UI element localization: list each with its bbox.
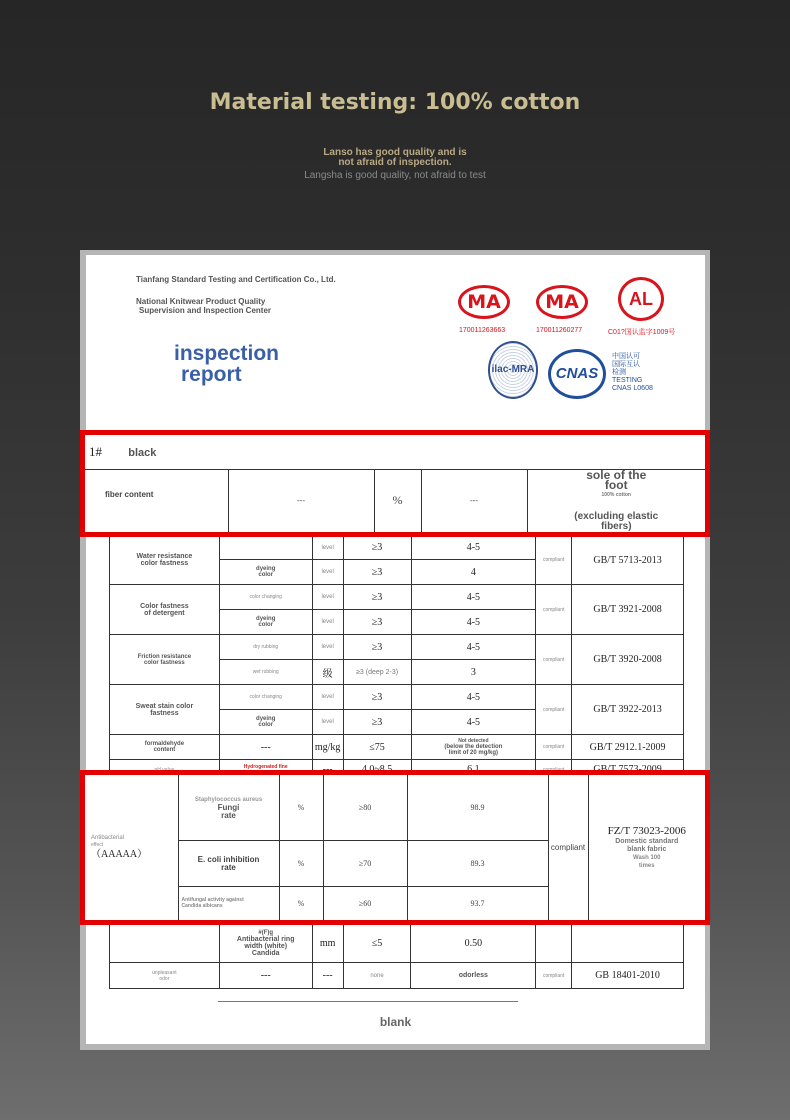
center-line-2: Supervision and Inspection Center <box>139 306 272 315</box>
sweat-req-1: ≥3 <box>343 685 411 710</box>
formaldehyde-req: ≤75 <box>343 735 411 760</box>
water-sub-1 <box>219 536 312 560</box>
water-res-1: 4-5 <box>411 536 536 560</box>
ring-judge <box>536 924 572 963</box>
cma-mark-icon: MA <box>458 285 510 319</box>
cal-code: C01?国认监字1009号 <box>608 329 676 336</box>
ring-group <box>110 924 220 963</box>
sweat-unit-2: level <box>312 710 343 735</box>
detergent-unit-1: level <box>312 585 343 610</box>
inspection-center <box>136 297 271 315</box>
ring-res: 0.50 <box>411 924 536 963</box>
friction-res-1: 4-5 <box>411 635 536 660</box>
cnas-line-1: 中国认可 <box>612 353 640 360</box>
water-res-2: 4 <box>411 560 536 585</box>
highlight-antibacterial <box>80 770 710 925</box>
sweat-res-1: 4-5 <box>411 685 536 710</box>
friction-sub-2: wet rubbing <box>219 660 312 685</box>
highlight-fiber-content <box>80 430 710 537</box>
fiber-label: fiber content <box>85 469 228 532</box>
center-line-1: National Knitwear Product Quality <box>136 297 266 306</box>
cnas-logo-icon: CNAS <box>548 349 606 399</box>
friction-unit-1: level <box>312 635 343 660</box>
cma-logo-1 <box>458 285 510 321</box>
water-req-1: ≥3 <box>343 536 411 560</box>
cnas-line-3: 检测 <box>612 369 626 376</box>
detergent-judge: compliant <box>536 585 572 635</box>
water-req-2: ≥3 <box>343 560 411 585</box>
sample-color: black <box>128 446 157 459</box>
formaldehyde-dash: --- <box>219 735 312 760</box>
water-judge: compliant <box>536 536 572 585</box>
ecoli-label: E. coli inhibition rate <box>178 841 279 887</box>
page-title: Material testing: 100% cotton <box>209 90 581 115</box>
ring-unit: mm <box>312 924 343 963</box>
detergent-std: GB/T 3921-2008 <box>572 585 684 635</box>
subtitle-line-1: Lanso has good quality and is <box>323 147 467 158</box>
staph-unit: % <box>279 775 323 841</box>
friction-std: GB/T 3920-2008 <box>572 635 684 685</box>
water-std: GB/T 5713-2013 <box>572 536 684 585</box>
smell-dash-2: --- <box>312 963 343 989</box>
smell-dash-1: --- <box>219 963 312 989</box>
detergent-unit-2: level <box>312 610 343 635</box>
detergent-req-2: ≥3 <box>343 610 411 635</box>
sweat-res-2: 4-5 <box>411 710 536 735</box>
detergent-sub-1: color changing <box>219 585 312 610</box>
antibacterial-judge: compliant <box>548 775 588 920</box>
subtitle-line-2: not afraid of inspection. <box>338 157 452 168</box>
ecoli-req: ≥70 <box>323 841 407 887</box>
sweat-sub-1: color changing <box>219 685 312 710</box>
antibacterial-group: Antibacterial effect （AAAAA） <box>85 775 178 920</box>
blank-divider <box>218 1001 518 1002</box>
cma-mark-icon: MA <box>536 285 588 319</box>
staph-label: Staphylococcus aureus Fungi rate <box>178 775 279 841</box>
ecoli-unit: % <box>279 841 323 887</box>
friction-judge: compliant <box>536 635 572 685</box>
smell-res: odorless <box>411 963 536 989</box>
cal-logo-icon: AL <box>618 277 664 321</box>
ring-req: ≤5 <box>343 924 411 963</box>
smell-std: GB 18401-2010 <box>572 963 684 989</box>
friction-unit-2: 级 <box>312 660 343 685</box>
smell-label: unpleasant odor <box>110 963 220 989</box>
company-name: Tianfang Standard Testing and Certification Co., Ltd. <box>136 275 336 284</box>
fiber-unit: % <box>374 469 421 532</box>
water-label: Water resistance color fastness <box>110 536 220 585</box>
detergent-req-1: ≥3 <box>343 585 411 610</box>
ring-label: #(F)g Antibacterial ring width (white) Candida <box>219 924 312 963</box>
candida-label: Antifungal activity against Candida albicans <box>178 886 279 920</box>
formaldehyde-label: formaldehyde content <box>110 735 220 760</box>
cma-code-1: 170011263663 <box>459 327 506 334</box>
smell-req: none <box>343 963 411 989</box>
detergent-res-1: 4-5 <box>411 585 536 610</box>
report-title-line-2: report <box>181 363 242 386</box>
staph-req: ≥80 <box>323 775 407 841</box>
report-title <box>174 343 279 385</box>
subtitle-line-3: Langsha is good quality, not afraid to test <box>304 170 486 181</box>
sweat-unit-1: level <box>312 685 343 710</box>
friction-req-1: ≥3 <box>343 635 411 660</box>
fiber-dash-1: --- <box>228 469 374 532</box>
formaldehyde-judge: compliant <box>536 735 572 760</box>
sweat-req-2: ≥3 <box>343 710 411 735</box>
ring-std <box>572 924 684 963</box>
formaldehyde-res: Not detected (below the detection limit of 20 mg/kg) <box>411 735 536 760</box>
water-unit-1: level <box>312 536 343 560</box>
ilac-logo-icon: ilac-MRA <box>488 341 538 399</box>
sweat-std: GB/T 3922-2013 <box>572 685 684 735</box>
cnas-text <box>612 353 653 393</box>
report-paper <box>86 255 705 1044</box>
detergent-sub-2: dyeing color <box>219 610 312 635</box>
subtitle-english <box>0 148 790 168</box>
report-title-line-1: inspection <box>174 342 280 365</box>
water-unit-2: level <box>312 560 343 585</box>
sweat-sub-2: dyeing color <box>219 710 312 735</box>
detergent-res-2: 4-5 <box>411 610 536 635</box>
bottom-table <box>109 923 684 989</box>
fiber-dash-2: --- <box>421 469 527 532</box>
candida-res: 93.7 <box>407 886 548 920</box>
candida-req: ≥60 <box>323 886 407 920</box>
detergent-label: Color fastness of detergent <box>110 585 220 635</box>
cnas-line-2: 国际互认 <box>612 361 640 368</box>
friction-label: Friction resistance color fastness <box>110 635 220 685</box>
results-table <box>109 535 684 780</box>
friction-sub-1: dry rubbing <box>219 635 312 660</box>
formaldehyde-unit: mg/kg <box>312 735 343 760</box>
friction-req-2: ≥3 (deep 2-3) <box>343 660 411 685</box>
ph-sub: Hydrogenated fine <box>219 760 312 780</box>
water-sub-2: dyeing color <box>219 560 312 585</box>
cma-code-2: 170011260277 <box>536 327 583 334</box>
ecoli-res: 89.3 <box>407 841 548 887</box>
cma-logo-2 <box>536 285 588 321</box>
cnas-line-4: TESTING <box>612 377 643 384</box>
formaldehyde-std: GB/T 2912.1-2009 <box>572 735 684 760</box>
cnas-line-5: CNAS L0608 <box>612 385 653 392</box>
candida-unit: % <box>279 886 323 920</box>
antibacterial-std: FZ/T 73023-2006 Domestic standard blank fabric Wash 100 times <box>588 775 705 920</box>
sample-number: 1# <box>89 443 102 459</box>
sweat-judge: compliant <box>536 685 572 735</box>
fiber-part: sole of the foot 100% cotton (excluding elastic fibers) <box>527 469 705 532</box>
smell-judge: compliant <box>536 963 572 989</box>
blank-label: blank <box>379 1015 412 1029</box>
friction-res-2: 3 <box>411 660 536 685</box>
staph-res: 98.9 <box>407 775 548 841</box>
sweat-label: Sweat stain color fastness <box>110 685 220 735</box>
